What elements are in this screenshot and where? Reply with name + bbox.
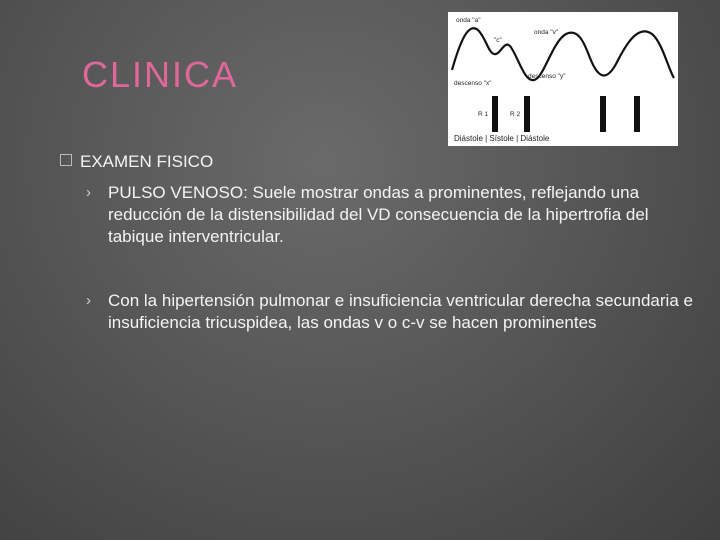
chevron-right-icon: › xyxy=(86,292,91,309)
item-hipertension: Con la hipertensión pulmonar e insuficiencia ventricular derecha secundaria e insuficiencia tricuspidea, las ondas v o c-v se hacen prominentes xyxy=(108,291,693,332)
venous-pulse-figure xyxy=(448,12,678,146)
heading-examen-fisico: EXAMEN FISICO xyxy=(80,152,214,171)
label-onda-a: onda "a" xyxy=(456,17,481,24)
label-r1: R 1 xyxy=(478,111,489,118)
venous-pulse-diagram xyxy=(448,12,678,146)
label-onda-c: "c" xyxy=(494,37,502,44)
heart-sound-bar-4 xyxy=(634,96,640,132)
heart-sound-r1-bar xyxy=(492,96,498,132)
label-descenso-x: descenso "x" xyxy=(454,80,492,87)
item-pulso-venoso: PULSO VENOSO: Suele mostrar ondas a prominentes, reflejando una reducción de la distensibilidad del VD consecuencia de la hipertrofia del tabique interventricular. xyxy=(108,183,649,246)
chevron-right-icon: › xyxy=(86,184,91,201)
label-r2: R 2 xyxy=(510,111,521,118)
bullet-square-icon xyxy=(60,154,72,166)
heart-sound-r2-bar xyxy=(524,96,530,132)
label-onda-v: onda "v" xyxy=(534,29,559,36)
slide-title: CLINICA xyxy=(82,54,239,95)
label-descenso-y: descenso "y" xyxy=(528,73,566,80)
heart-sound-bar-3 xyxy=(600,96,606,132)
label-phases: Diástole | Sístole | Diástole xyxy=(454,134,550,143)
